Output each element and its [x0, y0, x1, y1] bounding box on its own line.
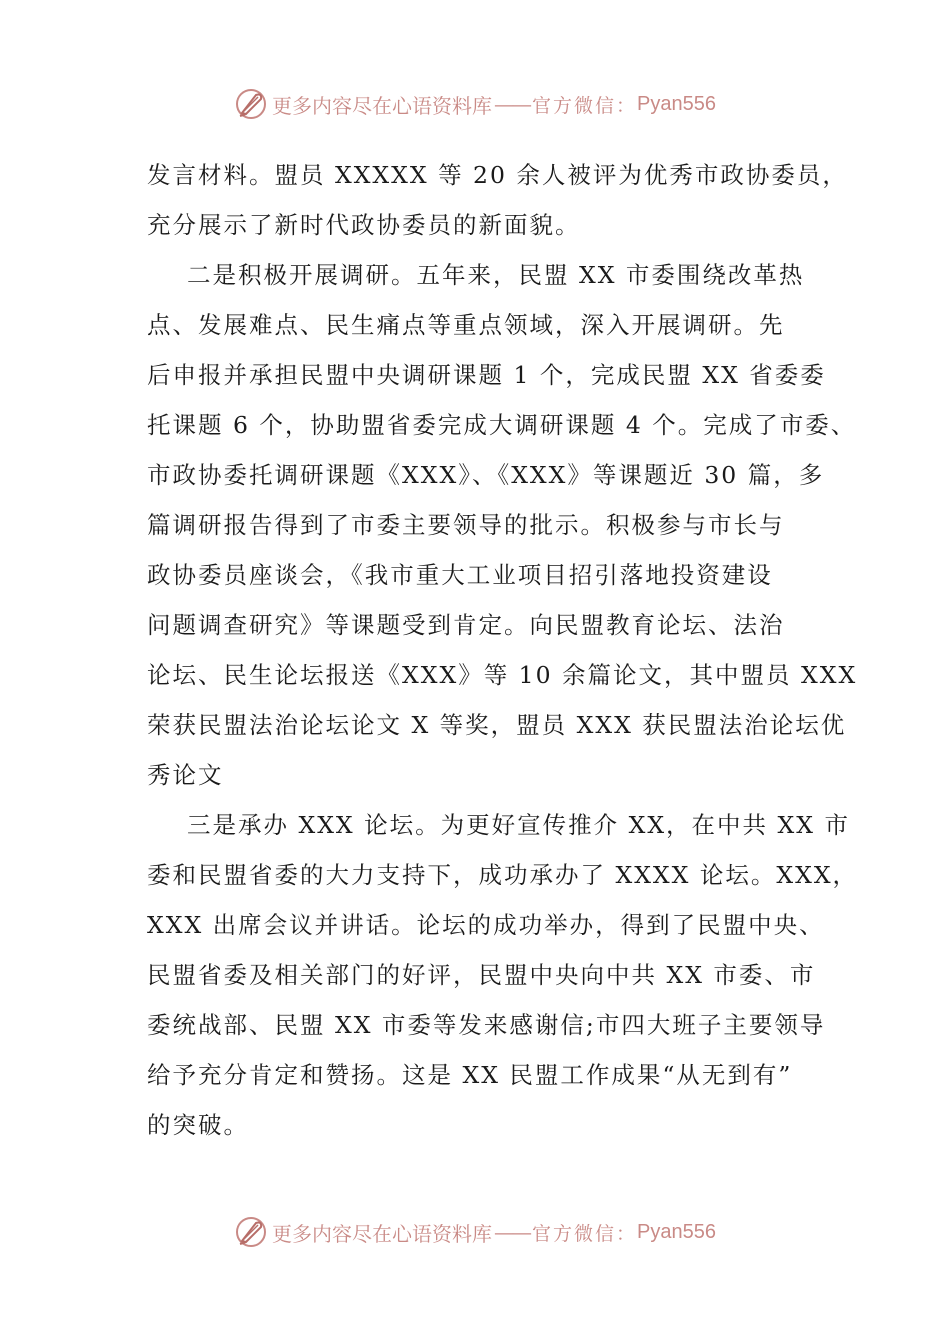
- text-line: 点、发展难点、民生痛点等重点领域，深入开展调研。先: [147, 311, 785, 339]
- text-line: 市政协委托调研课题《XXX》、《XXX》等课题近 30 篇，多: [147, 461, 825, 489]
- watermark-brand: 更多内容尽在心语资料库: [272, 1221, 492, 1246]
- text-line: 委统战部、民盟 XX 市委等发来感谢信;市四大班子主要领导: [147, 1011, 826, 1039]
- watermark-official-label: 官方微信：: [532, 1222, 638, 1245]
- text-line: 民盟省委及相关部门的好评，民盟中央向中共 XX 市委、市: [147, 961, 816, 989]
- quill-pen-logo-icon: [234, 87, 268, 121]
- watermark-wechat-id: Pyan556: [637, 1220, 716, 1243]
- text-line: 发言材料。盟员 XXXXX 等 20 余人被评为优秀市政协委员，: [147, 161, 848, 189]
- quill-pen-logo-icon: [234, 1215, 268, 1249]
- paragraph-start-line: 三是承办 XXX 论坛。为更好宣传推介 XX，在中共 XX 市: [187, 811, 850, 839]
- text-line: 篇调研报告得到了市委主要领导的批示。积极参与市长与: [147, 511, 785, 539]
- text-line: 荣获民盟法治论坛论文 X 等奖，盟员 XXX 获民盟法治论坛优: [147, 711, 847, 739]
- text-line: 秀论文: [147, 761, 224, 789]
- text-line: 给予充分肯定和赞扬。这是 XX 民盟工作成果“从无到有”: [147, 1061, 793, 1089]
- text-line: 论坛、民生论坛报送《XXX》等 10 余篇论文，其中盟员 XXX: [147, 661, 858, 689]
- text-line: 问题调查研究》等课题受到肯定。向民盟教育论坛、法治: [147, 611, 785, 639]
- paragraph-start-line: 二是积极开展调研。五年来，民盟 XX 市委围绕改革热: [187, 261, 805, 289]
- header-watermark: [0, 84, 950, 124]
- text-line: 托课题 6 个，协助盟省委完成大调研课题 4 个。完成了市委、: [147, 411, 857, 439]
- document-body: [147, 150, 859, 1150]
- watermark-dash: ——: [494, 1220, 530, 1244]
- text-line: XXX 出席会议并讲话。论坛的成功举办，得到了民盟中央、: [147, 911, 825, 939]
- watermark-official-label: 官方微信：: [532, 94, 638, 117]
- text-line: 后申报并承担民盟中央调研课题 1 个，完成民盟 XX 省委委: [147, 361, 826, 389]
- text-line: 委和民盟省委的大力支持下，成功承办了 XXXX 论坛。XXX，: [147, 861, 859, 889]
- watermark-brand: 更多内容尽在心语资料库: [272, 93, 492, 118]
- watermark-dash: ——: [494, 92, 530, 116]
- footer-watermark: [0, 1212, 950, 1252]
- text-line: 充分展示了新时代政协委员的新面貌。: [147, 211, 581, 239]
- text-line: 政协委员座谈会，《我市重大工业项目招引落地投资建设: [147, 561, 773, 589]
- text-line: 的突破。: [147, 1111, 249, 1139]
- watermark-wechat-id: Pyan556: [637, 92, 716, 115]
